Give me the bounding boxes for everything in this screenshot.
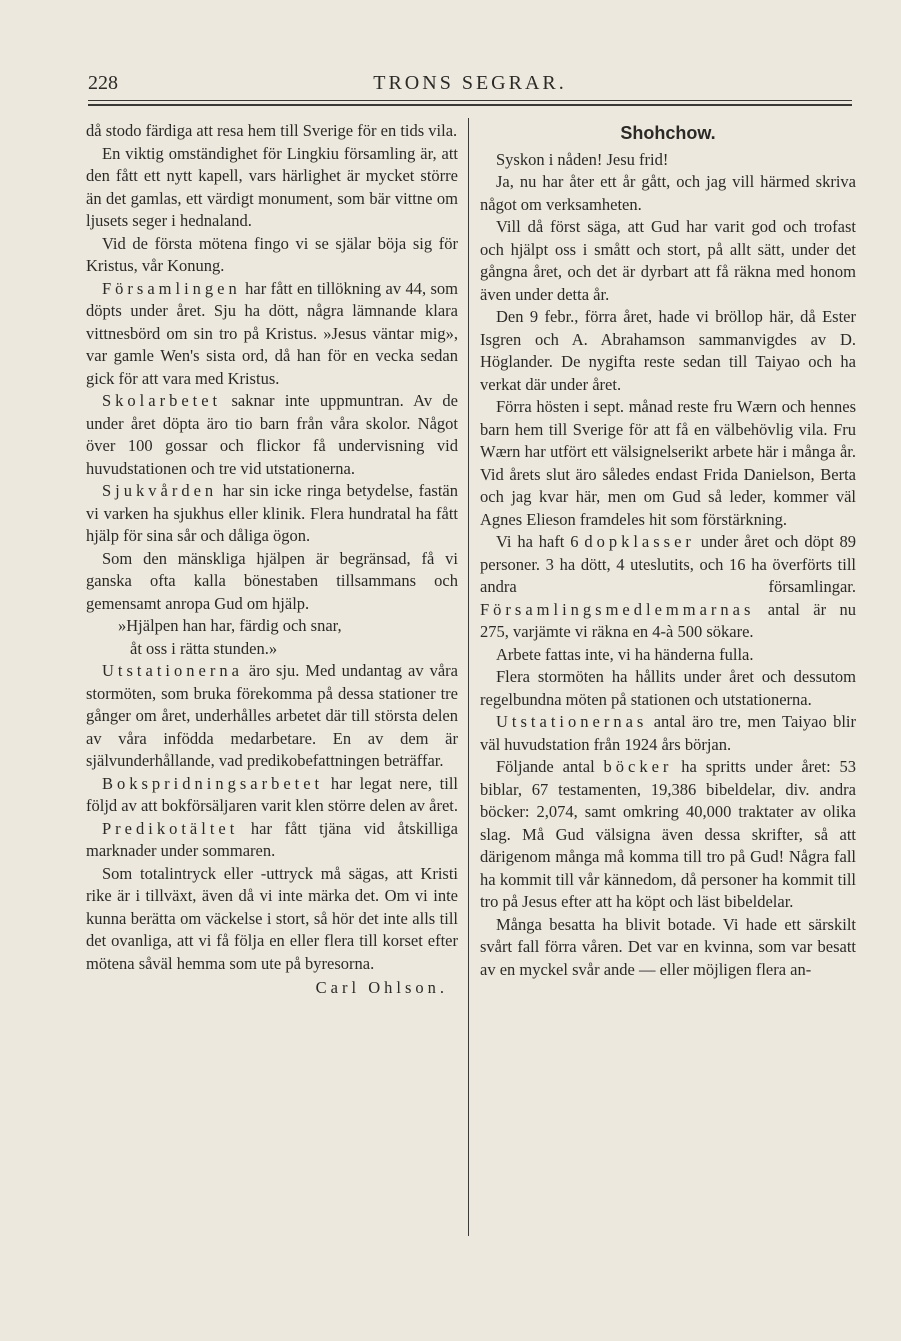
paragraph: Ja, nu har åter ett år gått, och jag vill härmed skriva något om verksamheten. bbox=[480, 172, 856, 214]
signature: Carl Ohlson. bbox=[315, 978, 448, 997]
section-heading: Shohchow. bbox=[620, 123, 716, 143]
header-rule bbox=[88, 100, 852, 101]
paragraph-text: äro sju. Med undantag av våra stormöten, som bruka förekomma på dessa stationer tre gånger om året, underhålles arbetet där till största delen av våra infödda medarbetare. En av dem är självunderhållande, vad predikobefattningen beträffar. bbox=[86, 661, 458, 770]
paragraph: Förra hösten i sept. månad reste fru Wærn och hennes barn hem till Sverige för att få en välbehövlig vila. Fru Wærn har utfört ett välsignelserikt arbete här i många år. Vid årets slut äro således endast Frida Danielson, Berta och jag kvar här, men om Gud så leder, kommer väl Agnes Elieson framdeles hit som förstärkning. bbox=[480, 397, 856, 529]
paragraph: Vill då först säga, att Gud har varit god och trofast och hjälpt oss i smått och stort, på allt sätt, under det gångna året, och det är dyrbart att få räkna med honom även under detta år. bbox=[480, 217, 856, 304]
page-number: 228 bbox=[88, 72, 118, 94]
paragraph-text: har legat nere, till följd av att bokförsäljaren varit klen större delen av året. bbox=[86, 773, 459, 815]
paragraph bbox=[86, 660, 458, 773]
paragraph-text: antal äro tre, men Taiyao blir väl huvudstation från 1924 års början. bbox=[480, 712, 856, 754]
paragraph bbox=[86, 480, 458, 548]
paragraph: Som totalintryck eller -uttryck må sägas, att Kristi rike är i tillväxt, även då vi inte märka det. Om vi inte kunna berätta om väckelse i stort, så hör det inte alls till det ovanliga, att vi få följa en eller flera till korset efter mötena såväl hemma som ute på byresorna. bbox=[86, 863, 458, 973]
paragraph bbox=[480, 711, 856, 756]
header-rule-thick bbox=[88, 104, 852, 106]
paragraph-text: har fått en tillökning av 44, som döpts under året. Sju ha dött, några lämnande klara vittnesbörd om sin tro på Kristus. »Jesus väntar mig», var gamle Wen's sista ord, då han för en vecka sedan gick för att vara med Kristus. bbox=[86, 278, 458, 388]
paragraph bbox=[480, 756, 856, 914]
paragraph: Den 9 febr., förra året, hade vi bröllop här, då Ester Isgren och A. Abrahamson sammanvigdes av D. Höglander. De nygifta reste sedan till Taiyao och ha verkat där under året. bbox=[480, 307, 856, 394]
paragraph: Flera stormöten ha hållits under året och dessutom regelbundna möten på stationen och utstationerna. bbox=[480, 667, 856, 709]
paragraph-text: saknar inte uppmuntran. Av de under året döpta äro tio barn från våra skolor. Något över 100 gossar och flickor få undervisning vid huvudstationen och tre vid utstationerna. bbox=[86, 391, 458, 478]
left-column bbox=[86, 120, 458, 1000]
paragraph: Som den mänskliga hjälpen är begränsad, få vi ganska ofta kalla bönestaben tillsammans och gemensamt anropa Gud om hjälp. bbox=[86, 548, 458, 613]
paragraph-text: antal är nu 275, varjämte vi räkna en 4-à 500 sökare. bbox=[480, 599, 856, 641]
spaced-lead: Församlingsmedlemmarnas bbox=[480, 599, 755, 619]
page-header bbox=[88, 72, 852, 102]
column-divider bbox=[468, 118, 469, 1236]
spaced-lead: Utstationerna bbox=[102, 661, 243, 680]
paragraph-text: under året och döpt 89 personer. 3 ha dött, 4 uteslutits, och 16 ha överförts till andra församlingar. bbox=[480, 532, 856, 596]
right-column bbox=[480, 122, 856, 981]
paragraph bbox=[86, 278, 458, 391]
paragraph-text: har fått tjäna vid åtskilliga marknader under sommaren. bbox=[86, 818, 458, 860]
spaced-lead: Bokspridningsarbetet bbox=[102, 773, 324, 793]
paragraph bbox=[86, 773, 458, 818]
spaced-lead: Församlingen bbox=[102, 278, 241, 298]
running-title: TRONS SEGRAR. bbox=[373, 72, 567, 94]
paragraph bbox=[86, 818, 458, 863]
quote-line: åt oss i rätta stunden.» bbox=[130, 638, 278, 658]
paragraph-text: Vi ha haft 6 bbox=[496, 532, 585, 551]
spaced-lead: Predikotältet bbox=[102, 818, 239, 838]
spaced-lead: Utstationernas bbox=[496, 712, 648, 731]
spaced-lead: Skolarbetet bbox=[102, 391, 222, 410]
paragraph: Vid de första mötena fingo vi se själar böja sig för Kristus, vår Konung. bbox=[86, 233, 458, 275]
paragraph-text: ha spritts under året: 53 biblar, 67 testamenten, 19,386 bibeldelar, div. andra böcker: 2,074, samt omkring 40,000 traktater av olika slag. Må Gud välsigna även dessa skrifter, så att därigenom många må komma till tro på Gud! Några fall ha kommit till vår kännedom, då personer ha kommit till tro på Jesus efter att ha köpt och läst bibeldelar. bbox=[480, 757, 857, 911]
greeting: Syskon i nåden! Jesu frid! bbox=[496, 149, 669, 169]
paragraph: Många besatta ha blivit botade. Vi hade ett särskilt svårt fall förra våren. Det var en kvinna, som var besatt av en myckel svår ande — eller möjligen flera an- bbox=[480, 914, 856, 979]
spaced-lead: böcker bbox=[603, 757, 673, 776]
paragraph-text: har sin icke ringa betydelse, fastän vi varken ha sjukhus eller klinik. Flera hundratal ha fått hjälp för sina sår och dåliga ögon. bbox=[86, 481, 458, 545]
spaced-lead: Sjukvården bbox=[102, 481, 218, 500]
paragraph: då stodo färdiga att resa hem till Sverige för en tids vila. bbox=[86, 121, 458, 140]
quote-line: »Hjälpen han har, färdig och snar, bbox=[118, 616, 342, 635]
paragraph-text: Följande antal bbox=[496, 757, 604, 776]
paragraph bbox=[86, 390, 458, 480]
paragraph: Arbete fattas inte, vi ha händerna fulla. bbox=[496, 644, 754, 664]
paragraph: En viktig omständighet för Lingkiu församling är, att den fått ett nytt kapell, vars härlighet är mycket större än det gamlas, ett värdigt monument, som bär vittne om ljusets seger i hednaland. bbox=[86, 143, 458, 230]
paragraph bbox=[480, 531, 856, 644]
spaced-lead: dopklasser bbox=[584, 532, 695, 551]
